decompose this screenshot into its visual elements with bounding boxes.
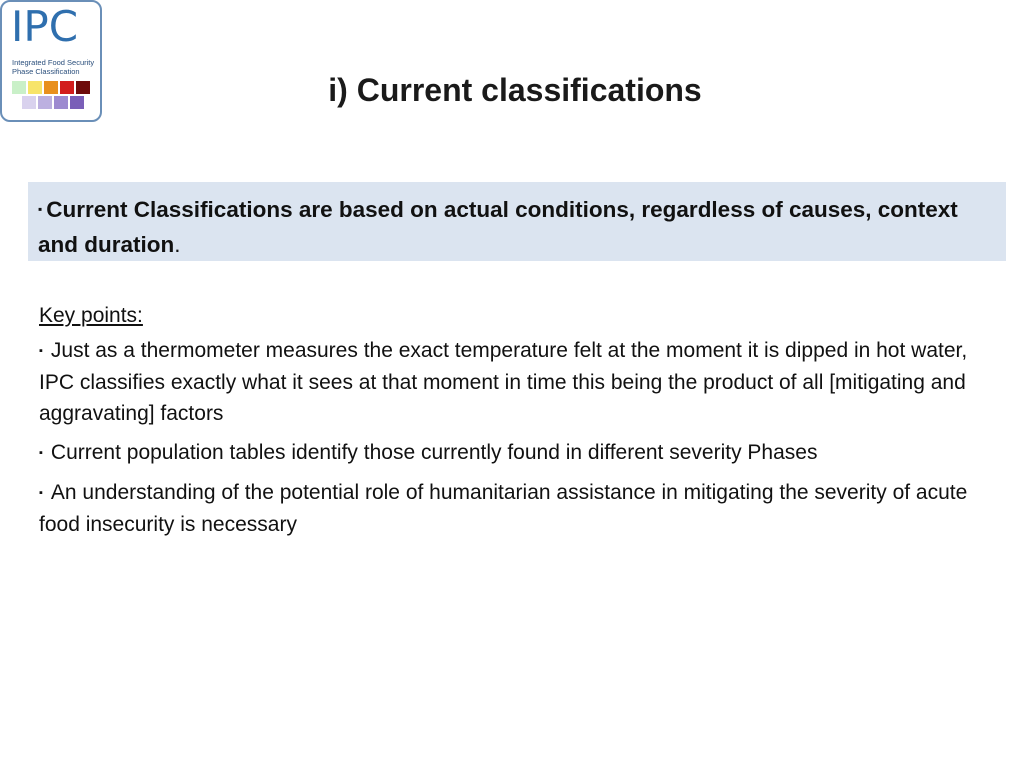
key-point-bullet: ▪ [39,345,43,357]
key-point-item [39,437,979,469]
logo-subtitle-line2: Phase Classification [12,66,80,76]
key-point-bullet: ▪ [39,487,43,499]
highlight-trailing: . [174,232,181,257]
key-points-heading: Key points: [39,304,143,327]
key-point-text: An understanding of the potential role of humanitarian assistance in mitigating the severity of acute food insecurity is necessary [39,481,968,536]
key-point-item [39,477,979,540]
key-point-bullet: ▪ [39,447,43,459]
highlight-bullet: ▪ [38,202,43,216]
highlight-box [28,182,1006,261]
highlight-bold-text: Current Classifications are based on actual conditions, regardless of causes, context and duration [38,197,958,257]
key-points-section [39,300,979,548]
key-point-item [39,335,979,429]
slide-title [0,72,1024,109]
key-point-text: Just as a thermometer measures the exact temperature felt at the moment it is dipped in hot water, IPC classifies exactly what it sees at that moment in time this being the product of all [mitigating and aggravating] factors [39,339,968,425]
slide-title-text: i) Current classifications [328,72,702,108]
logo-subtitle-line1: Integrated Food Security [12,58,95,67]
logo-text: IPC [11,2,79,51]
key-point-text: Current population tables identify those currently found in different severity Phases [50,441,818,464]
